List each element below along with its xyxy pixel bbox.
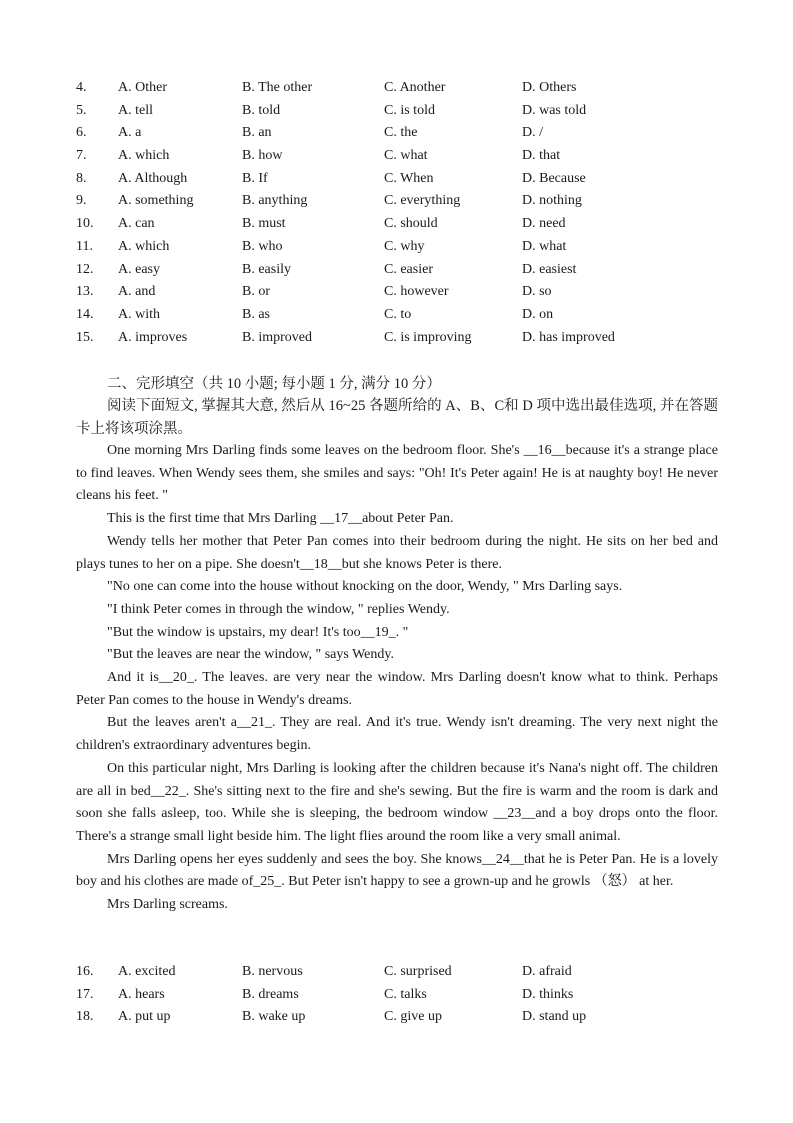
- question-row: [76, 190, 736, 213]
- option-c: C. surprised: [384, 964, 452, 979]
- option-c: C. talks: [384, 986, 427, 1002]
- option-c: C. is improving: [384, 329, 472, 345]
- question-number: 6.: [76, 125, 87, 141]
- question-number: 7.: [76, 148, 87, 164]
- option-a: A. easy: [118, 261, 160, 277]
- option-b: B. who: [242, 238, 283, 254]
- option-c: C. is told: [384, 102, 435, 118]
- passage-paragraph: This is the first time that Mrs Darling __17__about Peter Pan.: [107, 511, 454, 527]
- option-d: D. that: [522, 148, 561, 164]
- option-a: A. put up: [118, 1009, 171, 1025]
- passage-paragraph: Wendy tells her mother that Peter Pan comes into their bedroom during the night. He sits on her bed and plays tunes to her on a pipe. She doesn't__18__but she knows Peter is there.: [76, 533, 718, 572]
- option-a: A. which: [118, 148, 170, 164]
- question-number: 17.: [76, 986, 94, 1002]
- option-d: D. so: [522, 284, 552, 300]
- question-list-top: [76, 77, 736, 349]
- question-number: 18.: [76, 1009, 94, 1025]
- option-c: C. why: [384, 238, 425, 254]
- option-c: C. should: [384, 216, 438, 232]
- question-number: 12.: [76, 261, 94, 277]
- question-row: [76, 168, 736, 191]
- option-a: A. Other: [118, 80, 167, 95]
- option-b: B. an: [242, 125, 272, 141]
- passage-paragraph: "But the window is upstairs, my dear! It's too__19_. ": [107, 624, 409, 640]
- option-d: D. need: [522, 216, 566, 232]
- option-b: B. If: [242, 170, 268, 186]
- option-c: C. however: [384, 284, 449, 300]
- option-d: D. on: [522, 306, 554, 322]
- option-c: C. to: [384, 306, 412, 322]
- question-number: 11.: [76, 238, 93, 254]
- question-row: [76, 327, 736, 350]
- question-number: 16.: [76, 964, 94, 979]
- question-number: 15.: [76, 329, 94, 345]
- cloze-passage: [76, 440, 718, 917]
- option-a: A. can: [118, 216, 155, 232]
- section-title: 二、完形填空（共 10 小题; 每小题 1 分, 满分 10 分）: [107, 376, 441, 392]
- question-row: [76, 100, 736, 123]
- option-b: B. or: [242, 284, 270, 300]
- question-list-bottom: [76, 961, 736, 1029]
- option-b: B. how: [242, 148, 283, 164]
- question-row: [76, 304, 736, 327]
- question-number: 8.: [76, 170, 87, 186]
- passage-paragraph: But the leaves aren't a__21_. They are real. And it's true. Wendy isn't dreaming. The very next night the children's extraordinary adventures begin.: [76, 715, 718, 754]
- option-b: B. must: [242, 216, 286, 232]
- passage-paragraph: One morning Mrs Darling finds some leaves on the bedroom floor. She's __16__because it's a strange place to find leaves. When Wendy sees them, she smiles and says: "Oh! It's Peter again! He is at naughty boy! He never cleans his feet. ": [76, 443, 718, 504]
- question-row: [76, 213, 736, 236]
- question-row: [76, 122, 736, 145]
- option-d: D. what: [522, 238, 567, 254]
- option-d: D. Because: [522, 170, 586, 186]
- option-b: B. dreams: [242, 986, 299, 1002]
- option-c: C. what: [384, 148, 428, 164]
- option-d: D. has improved: [522, 329, 615, 345]
- question-number: 13.: [76, 284, 94, 300]
- question-row: [76, 1006, 736, 1029]
- question-number: 5.: [76, 102, 87, 118]
- option-d: D. stand up: [522, 1009, 587, 1025]
- question-row: [76, 961, 736, 984]
- passage-paragraph: Mrs Darling opens her eyes suddenly and sees the boy. She knows__24__that he is Peter Pan. He is a lovely boy and his clothes are made of_25_. But Peter isn't happy to see a grown-up and he growls （怒） at her.: [76, 851, 718, 890]
- question-number: 4.: [76, 80, 87, 95]
- question-row: [76, 77, 736, 100]
- question-number: 9.: [76, 193, 87, 209]
- passage-paragraph: "No one can come into the house without knocking on the door, Wendy, " Mrs Darling says.: [107, 579, 623, 595]
- option-d: D. nothing: [522, 193, 582, 209]
- passage-paragraph: And it is__20_. The leaves. are very near the window. Mrs Darling doesn't know what to think. Perhaps Peter Pan comes to the house in Wendy's dreams.: [76, 670, 718, 708]
- option-b: B. anything: [242, 193, 308, 209]
- option-d: D. afraid: [522, 964, 572, 979]
- option-b: B. told: [242, 102, 281, 118]
- option-d: D. /: [522, 125, 543, 141]
- option-c: C. give up: [384, 1009, 442, 1025]
- option-d: D. was told: [522, 102, 587, 118]
- passage-paragraph: "I think Peter comes in through the window, " replies Wendy.: [107, 601, 450, 617]
- option-a: A. tell: [118, 102, 153, 118]
- option-b: B. improved: [242, 329, 312, 345]
- option-c: C. easier: [384, 261, 433, 277]
- option-a: A. a: [118, 125, 142, 141]
- question-row: [76, 145, 736, 168]
- passage-paragraph: On this particular night, Mrs Darling is looking after the children because it's Nana's night off. The children are all in bed__22_. She's sitting next to the fire and she's sewing. But the fire is warm and the room is dark and soon she falls asleep, too. While she is sleeping, the bedroom window __23__and a boy drops onto the floor. There's a strange small light beside him. The light flies around the room like a very small animal.: [76, 760, 718, 844]
- question-row: [76, 236, 736, 259]
- option-a: A. hears: [118, 986, 165, 1002]
- option-a: A. and: [118, 284, 156, 300]
- option-c: C. everything: [384, 193, 461, 209]
- option-b: B. easily: [242, 261, 291, 277]
- option-c: C. When: [384, 170, 434, 186]
- option-d: D. thinks: [522, 986, 574, 1002]
- option-d: D. Others: [522, 80, 577, 95]
- passage-paragraph: Mrs Darling screams.: [107, 897, 228, 913]
- option-a: A. which: [118, 238, 170, 254]
- question-number: 14.: [76, 306, 94, 322]
- option-b: B. as: [242, 306, 270, 322]
- option-a: A. Although: [118, 170, 188, 186]
- option-a: A. excited: [118, 964, 176, 979]
- option-d: D. easiest: [522, 261, 577, 277]
- option-c: C. Another: [384, 80, 446, 95]
- option-b: B. The other: [242, 80, 313, 95]
- question-row: [76, 259, 736, 282]
- question-number: 10.: [76, 216, 94, 232]
- option-a: A. with: [118, 306, 160, 322]
- question-row: [76, 984, 736, 1007]
- option-a: A. improves: [118, 329, 188, 345]
- option-a: A. something: [118, 193, 194, 209]
- option-b: B. wake up: [242, 1009, 306, 1025]
- section-instruction: 阅读下面短文, 掌握其大意, 然后从 16~25 各题所给的 A、B、C和 D 项中选出最佳选项, 并在答题卡上将该项涂黑。: [76, 398, 718, 437]
- option-c: C. the: [384, 125, 418, 141]
- question-row: [76, 281, 736, 304]
- option-b: B. nervous: [242, 964, 303, 979]
- passage-paragraph: "But the leaves are near the window, " says Wendy.: [107, 647, 394, 663]
